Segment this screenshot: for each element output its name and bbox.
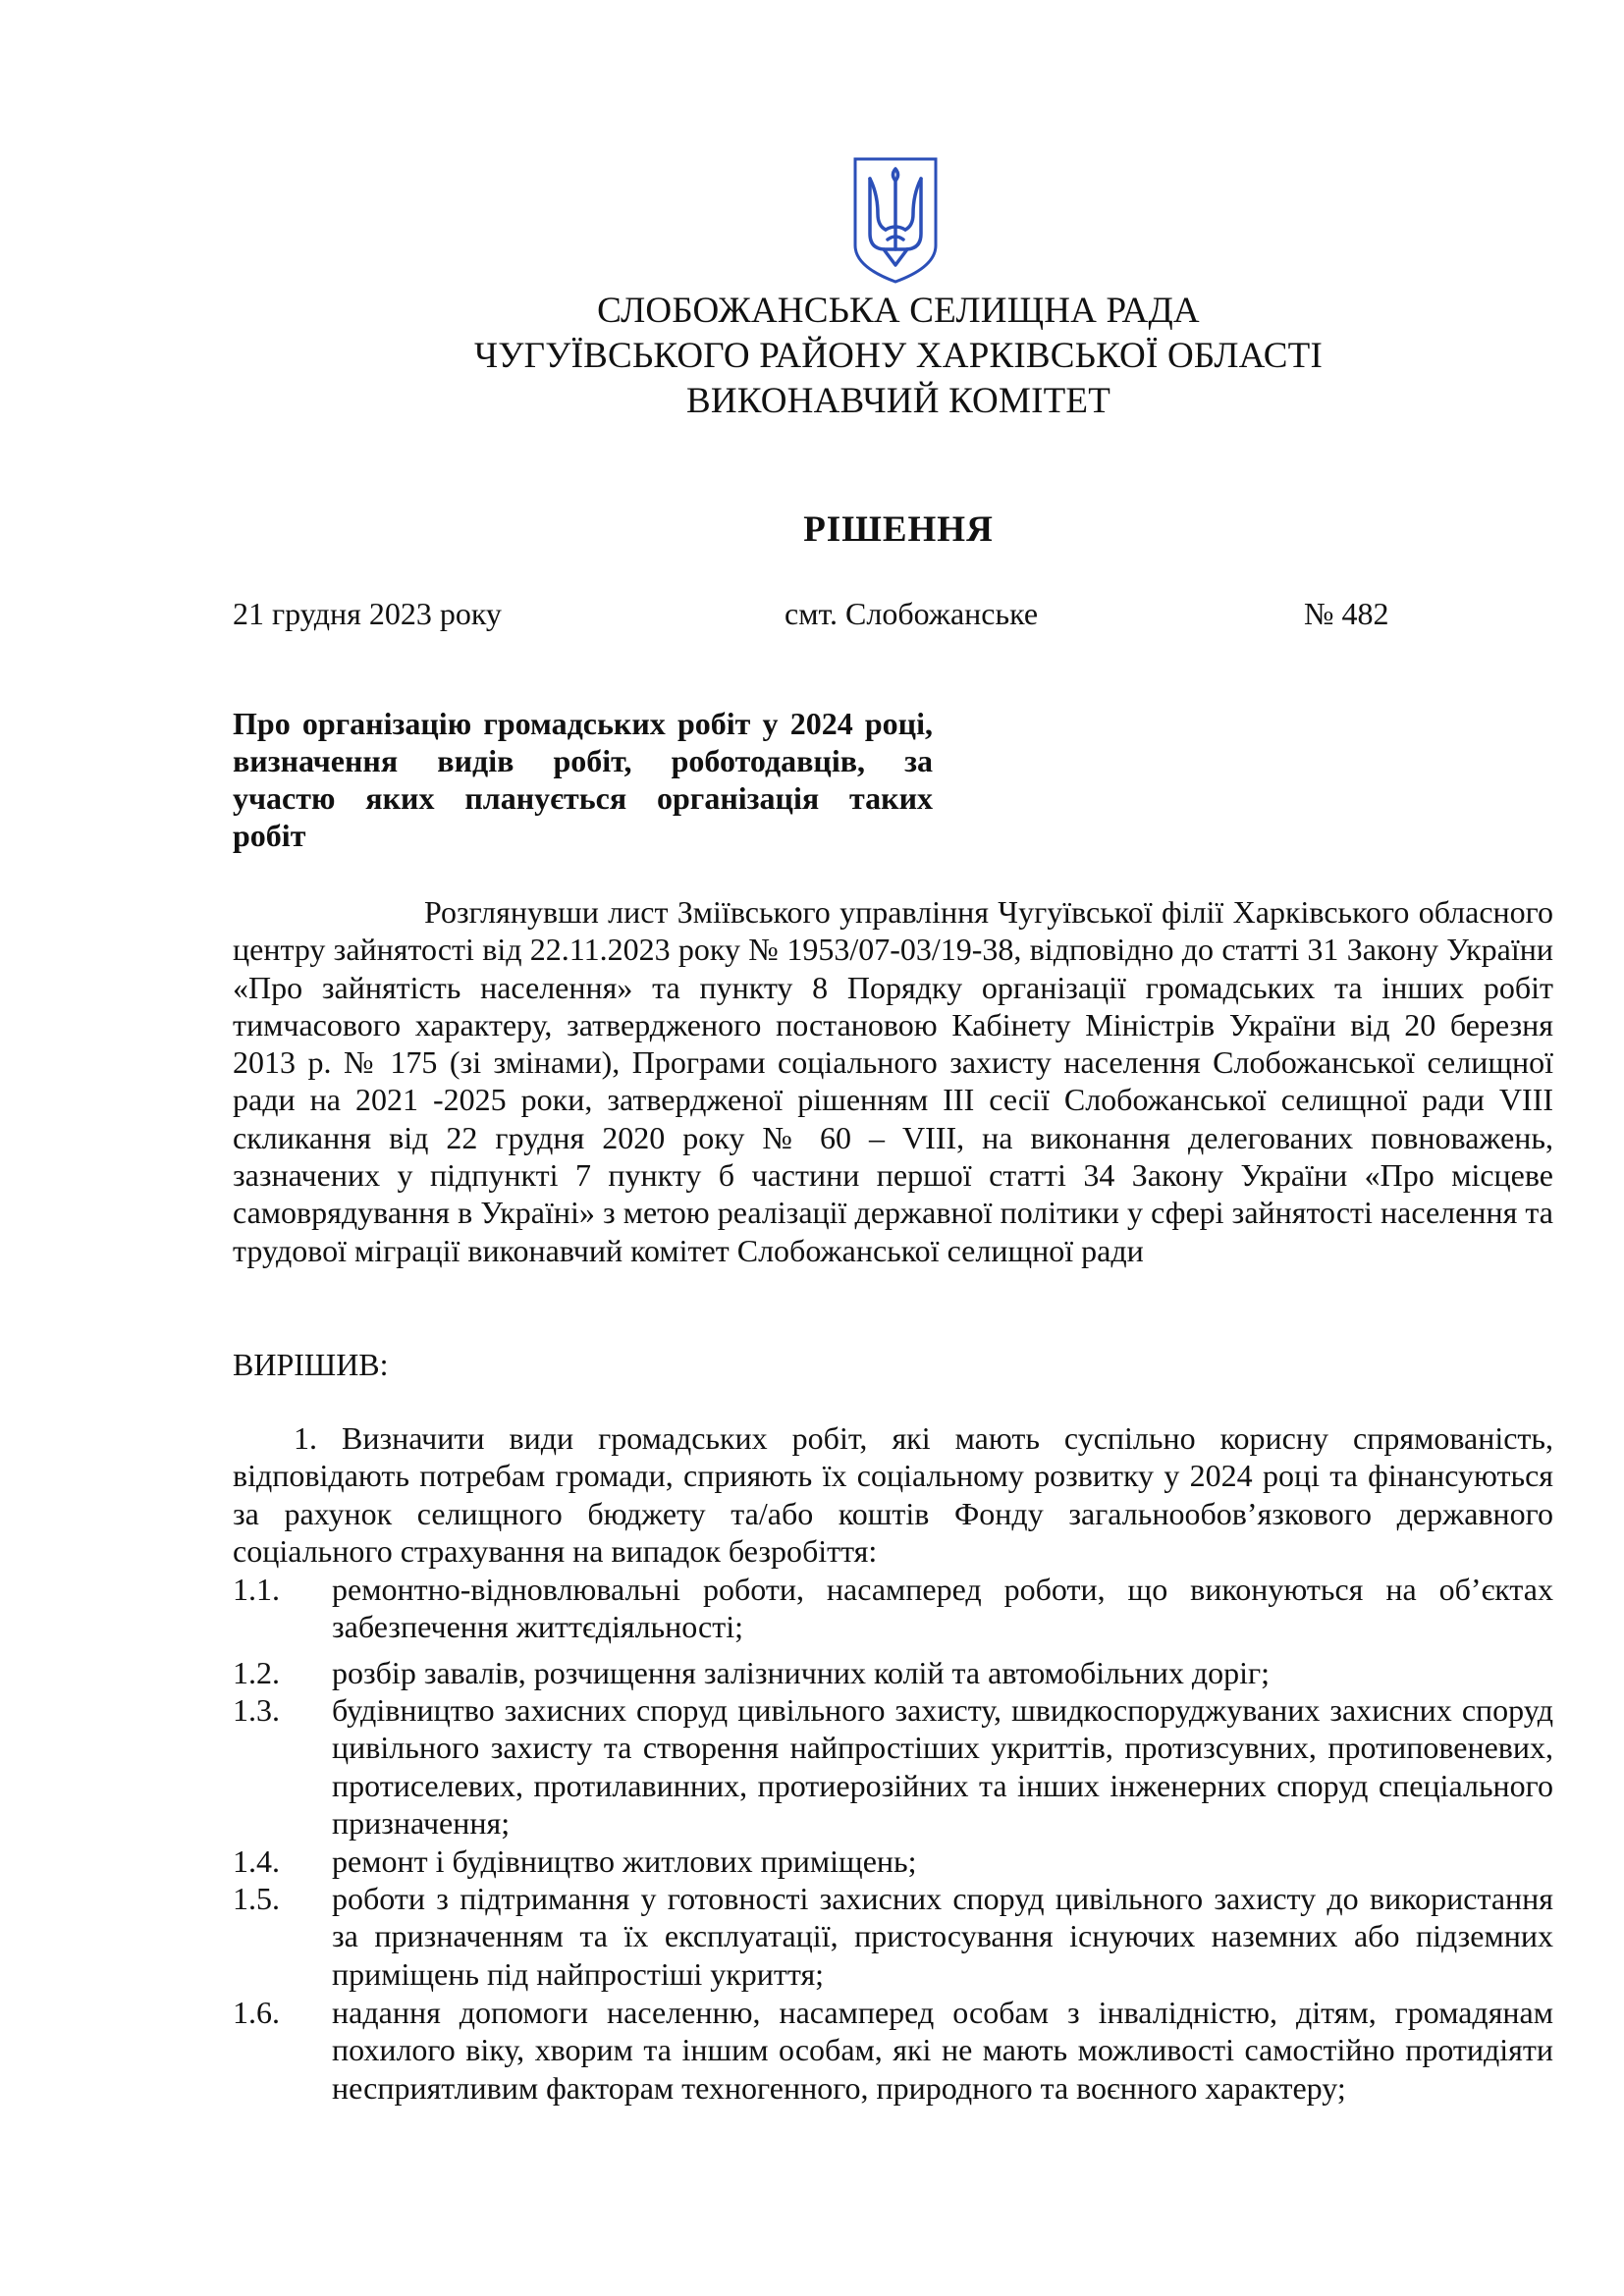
- document-date: 21 грудня 2023 року: [233, 596, 502, 631]
- sub-item-text: розбір завалів, розчищення залізничних колій та автомобільних доріг;: [332, 1655, 1270, 1690]
- subject-line: робіт: [233, 818, 306, 853]
- sub-item-number: 1.5.: [233, 1881, 280, 1916]
- decision-item-1: 1. Визначити види громадських робіт, які мають суспільно корисну спрямованість, відповідають потребам громади, сприяють їх соціальному розвитку у 2024 році та фінансуються за рахунок селищного бюджету та/або коштів Фонду загальнообов’язкового державного соціального страхування на випадок безробіття:: [233, 1420, 1553, 1569]
- decided-heading: ВИРІШИВ:: [233, 1347, 389, 1382]
- document-number: № 482: [1304, 596, 1389, 631]
- sub-item-number: 1.1.: [233, 1572, 280, 1607]
- preamble-paragraph: Розглянувши лист Зміївського управління Чугуївської філії Харківського обласного центру зайнятості від 22.11.2023 року № 1953/07-03/19-38, відповідно до статті 31 Закону України «Про зайнятість населення» та пункту 8 Порядку організації громадських та інших робіт тимчасового характеру, затвердженого постановою Кабінету Міністрів України від 20 березня 2013 р. № 175 (зі змінами), Програми соціального захисту населення Слобожанської селищної ради на 2021 -2025 роки, затвердженої рішенням ІІІ сесії Слобожанської селищної ради VIII скликання від 22 грудня 2020 року № 60 – VIII, на виконання делегованих повноважень, зазначених у підпункті 7 пункту б частини першої статті 34 Закону України «Про місцеве самоврядування в Україні» з метою реалізації державної політики у сфері зайнятості населення та трудової міграції виконавчий комітет Слобожанської селищної ради: [233, 894, 1553, 1268]
- org-name-line-3: ВИКОНАВЧИЙ КОМІТЕТ: [686, 381, 1110, 421]
- subject-line: Про організацію громадських робіт у 2024 році,: [233, 706, 933, 741]
- org-name-line-1: СЛОБОЖАНСЬКА СЕЛИЩНА РАДА: [597, 291, 1200, 331]
- sub-item-number: 1.4.: [233, 1843, 280, 1879]
- document-subject: [233, 705, 933, 854]
- subject-line: участю яких планується організація таких: [233, 780, 933, 816]
- sub-item-text: будівництво захисних споруд цивільного захисту, швидкоспоруджуваних захисних споруд цивільного захисту та створення найпростіших укриттів, протизсувних, протиповеневих, протиселевих, протилавинних, протиерозійних та інших інженерних споруд спеціального призначення;: [332, 1692, 1553, 1841]
- document-title: РІШЕННЯ: [803, 509, 994, 550]
- sub-item-text: ремонт і будівництво житлових приміщень;: [332, 1843, 917, 1879]
- sub-item-number: 1.3.: [233, 1692, 280, 1728]
- document-place: смт. Слобожанське: [785, 596, 1039, 631]
- subject-line: визначення видів робіт, роботодавців, за: [233, 743, 933, 778]
- sub-item-number: 1.2.: [233, 1655, 280, 1690]
- sub-item-text: надання допомоги населенню, насамперед особам з інвалідністю, дітям, громадянам похилого віку, хворим та іншим особам, які не мають можливості самостійно протидіяти несприятливим факторам техногенного, природного та воєнного характеру;: [332, 1995, 1553, 2106]
- sub-item-text: ремонтно-відновлювальні роботи, насамперед роботи, що виконуються на об’єктах забезпечення життєдіяльності;: [332, 1572, 1553, 1645]
- ukraine-trident-emblem-icon: [850, 155, 941, 286]
- org-name-line-2: ЧУГУЇВСЬКОГО РАЙОНУ ХАРКІВСЬКОЇ ОБЛАСТІ: [474, 336, 1323, 376]
- sub-item-text: роботи з підтримання у готовності захисних споруд цивільного захисту до використання за призначенням та їх експлуатації, пристосування існуючих наземних або підземних приміщень під найпростіші укриття;: [332, 1881, 1553, 1992]
- sub-item-number: 1.6.: [233, 1995, 280, 2030]
